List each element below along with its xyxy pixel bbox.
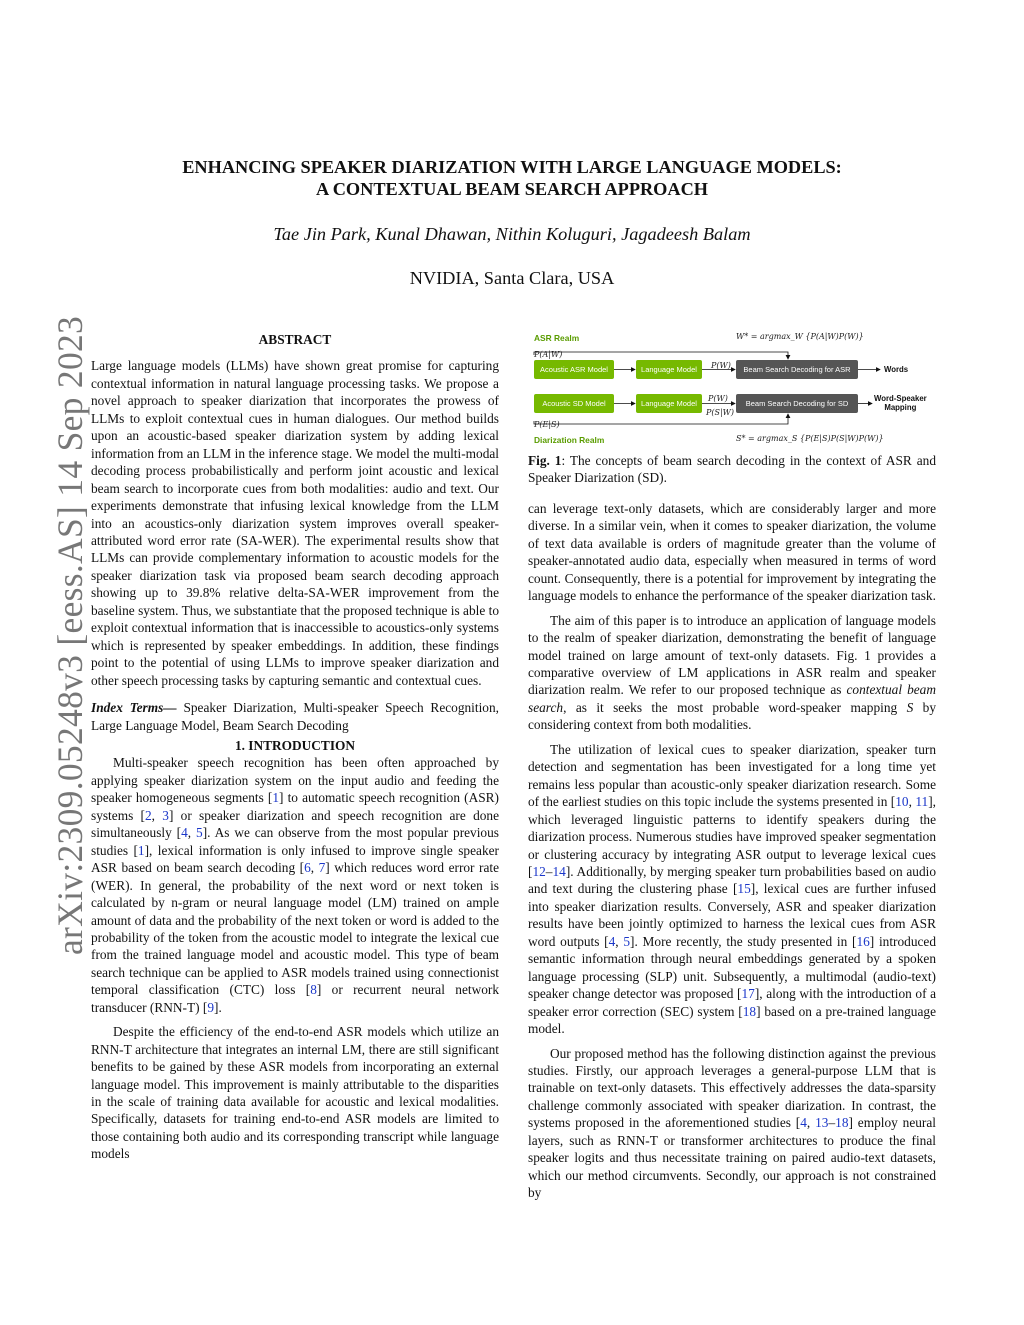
citation-link[interactable]: 10 [895, 794, 909, 810]
caption-text: : The concepts of beam search decoding in the context of ASR and Speaker Diarization (SD). [528, 453, 936, 486]
citation-link[interactable]: 12 [532, 863, 546, 879]
figure-1-caption [528, 452, 936, 487]
title-line-2: A CONTEXTUAL BEAM SEARCH APPROACH [315, 179, 709, 199]
prob-w-label-bottom: P(W) [708, 394, 728, 403]
math-symbol-s: S [906, 699, 914, 715]
intro-paragraph-1 [91, 754, 499, 1016]
paper-title [80, 156, 944, 200]
text-run: ] to automatic speech recognition (ASR) systems [ [91, 790, 499, 823]
author-list: Tae Jin Park, Kunal Dhawan, Nithin Koluguri, Jagadeesh Balam [273, 224, 751, 244]
text-run: , [151, 807, 163, 823]
prob-w-label-top: P(W) [711, 361, 731, 370]
citation-link[interactable]: 2 [144, 807, 152, 823]
intro-heading: 1. INTRODUCTION [234, 737, 356, 753]
citation-link[interactable]: 1 [272, 790, 280, 806]
citation-link[interactable]: 8 [310, 982, 317, 998]
word-speaker-mapping-label [874, 394, 927, 412]
text-run: ], lexical information is only infused to improve single speaker ASR based on beam search decoding [ [91, 842, 499, 876]
citation-link[interactable]: 5 [196, 825, 203, 841]
right-paragraph-1: can leverage text-only datasets, which are considerably larger and more diverse. In a similar vein, when it comes to speaker diarization, the volume of text data available is orders of magnitude greater than the volume of speaker-annotated audio data, especially when measured in terms of word count. Consequently, there is a potential for improvement by integrating the language models to enhance the performance of the speaker diarization task. [528, 500, 936, 604]
citation-link[interactable]: 1 [137, 842, 145, 858]
text-run: The aim of this paper is to introduce an application of language models to the realm of speaker diarization, demonstrating the benefit of language model trained on large amount of text-only datasets. Fig. 1 provides a comparative overview of LM applications in ASR realm and speaker diarization realm. We refer to our proposed technique as [528, 612, 936, 698]
citation-link[interactable]: 6 [304, 860, 311, 876]
citation-link[interactable]: 7 [318, 860, 326, 876]
arxiv-identifier: arXiv:2309.05248v3 [eess.AS] 14 Sep 2023 [50, 315, 90, 955]
text-run: , [310, 860, 319, 876]
text-run: Our proposed method has the following distinction against the previous studies. Firstly, our approach leverages a general-purpose LLM that is trainable on text-only datasets. This effectively addresses the data-sparsity challenge commonly associated with speaker diarization. In contrast, the systems proposed in the aforementioned studies [ [528, 1045, 936, 1131]
citation-link[interactable]: 4 [181, 825, 188, 841]
citation-link[interactable]: 9 [207, 999, 215, 1015]
word-speaker-line-1: Word-Speaker [874, 394, 927, 403]
right-paragraph-2 [528, 612, 936, 734]
text-run: ], lexical cues are further infused into speaker diarization results. Conversely, ASR and speaker diarization results have been jointly optimized to harness the lexical cues from ASR word outputs [ [528, 881, 936, 949]
citation-link[interactable]: 4 [800, 1115, 807, 1131]
text-run: ]. [214, 999, 222, 1015]
diarization-realm-label: Diarization Realm [534, 435, 605, 445]
text-run: , [615, 933, 624, 949]
text-run: by considering context from both modalities. [528, 699, 936, 733]
affiliation: NVIDIA, Santa Clara, USA [409, 268, 615, 288]
equation-argmax-speakers: S* = argmax_S {P(E|S)P(S|W)P(W)} [736, 434, 884, 443]
beam-search-sd-box: Beam Search Decoding for SD [736, 394, 858, 413]
citation-link[interactable]: 4 [608, 933, 616, 949]
citation-link[interactable]: 14 [552, 863, 566, 879]
citation-link[interactable]: 18 [742, 1003, 757, 1019]
text-run: ] or recurrent neural network transducer (RNN-T) [ [91, 982, 500, 1015]
index-terms-label: Index Terms— [91, 700, 177, 716]
asr-realm-label: ASR Realm [534, 333, 580, 343]
index-terms [91, 699, 499, 734]
language-model-box-bottom: Language Model [636, 394, 702, 413]
words-output-label: Words [884, 365, 909, 374]
text-run: – [828, 1115, 836, 1131]
prob-s-given-w-label: P(S|W) [706, 408, 735, 417]
equation-argmax-words: W* = argmax_W {P(A|W)P(W)} [736, 332, 864, 341]
text-run: Multi-speaker speech recognition has been often approached by applying speaker diarization system on the input audio and feeding the speaker homogeneous segments [ [91, 755, 499, 806]
text-run: ], along with the introduction of a speaker error correction (SEC) system [ [528, 986, 937, 1019]
citation-link[interactable]: 13 [815, 1115, 829, 1131]
citation-link[interactable]: 18 [835, 1115, 849, 1131]
text-run: ]. Additionally, by merging speaker turn probabilities based on audio and text during the clustering phase [ [528, 863, 936, 897]
beam-search-asr-box: Beam Search Decoding for ASR [736, 360, 858, 379]
text-run: – [545, 863, 553, 879]
text-run: ] employ neural layers, such as RNN-T or transformer architectures to produce the final speaker logits and thus necessitate training on paired audio-text datasets, which our method circumvents. Secondly, our approach is not constrained by [528, 1115, 937, 1201]
text-run: ]. As we can observe from the most popular previous studies [ [91, 825, 499, 858]
abstract-heading: ABSTRACT [258, 332, 332, 347]
text-run: , [806, 1115, 816, 1131]
citation-link[interactable]: 15 [737, 881, 751, 897]
citation-link[interactable]: 16 [856, 933, 870, 949]
right-paragraph-4 [528, 1045, 936, 1202]
arxiv-sidebar [0, 0, 90, 1325]
figure-1-arrows [528, 324, 936, 446]
language-model-box-top: Language Model [636, 360, 702, 379]
citation-link[interactable]: 5 [623, 933, 631, 949]
text-run: ] based on a pre-trained language model. [528, 1003, 936, 1037]
text-run: ] or speaker diarization and speech recognition are done simultaneously [ [91, 807, 500, 841]
text-run: , as it seeks the most probable word-speaker mapping [563, 699, 907, 715]
text-run: , [908, 794, 916, 810]
title-line-1: ENHANCING SPEAKER DIARIZATION WITH LARGE LANGUAGE MODELS: [182, 157, 842, 177]
prob-a-given-w-label: P(A|W) [534, 350, 563, 359]
text-run: , [187, 825, 197, 841]
caption-label: Fig. 1 [528, 453, 562, 468]
right-paragraph-3 [528, 741, 936, 1038]
index-terms-text: Speaker Diarization, Multi-speaker Speech Recognition, Large Language Model, Beam Search Decoding [91, 700, 499, 733]
acoustic-sd-model-box: Acoustic SD Model [534, 394, 614, 413]
figure-1-diagram [528, 324, 936, 446]
text-run: ]. More recently, the study presented in [ [630, 933, 857, 949]
emphasis-contextual-beam-search: contextual beam search [528, 682, 936, 715]
abstract-text: Large language models (LLMs) have shown great promise for capturing contextual information in natural language processing tasks. We propose a novel approach to speaker diarization that incorporates the prowess of LLMs to exploit contextual cues in human dialogues. Our method builds upon an acoustic-based speaker diarization system by adding lexical information from an LLM in the inference stage. We model the multi-modal decoding process probabilistically and perform joint acoustic and lexical beam search to incorporate cues from both modalities: audio and text. Our experiments demonstrate that infusing lexical knowledge from the LLM into an acoustics-only diarization system improves overall speaker-attributed word error rate (SA-WER). The experimental results show that LLMs can provide complementary information to acoustic models for the speaker diarization task via proposed beam search decoding approach showing up to 39.8% relative delta-SA-WER improvement from the baseline system. Thus, we substantiate that the proposed technique is able to exploit contextual information that is inaccessible to acoustics-only systems which is represented by speaker embeddings. In addition, these findings point to the potential of using LLMs to improve speaker diarization and other speech processing tasks by capturing semantic and contextual cues. [91, 358, 499, 688]
intro-paragraph-2: Despite the efficiency of the end-to-end ASR models which utilize an RNN-T architecture that integrates an internal LM, there are still significant benefits to be gained by these ASR models from incorporating an external language model. This improvement is mainly attributable to the disparities in the scale of training data available for acoustic and lexical modalities. Specifically, datasets for training end-to-end ASR models are limited to those containing both audio and its corresponding transcript while language models [91, 1024, 499, 1162]
citation-link[interactable]: 3 [162, 807, 169, 823]
text-run: ] which reduces word error rate (WER). In general, the probability of the next word or next token is calculated by n-gram or neural language model (LM) trained on ample amount of data and the probability of the next token or word is added to the probability of the token from the acoustic model to integrate the lexical cue from the trained language model and acoustic model. This type of beam search technique can be applied to ASR models trained using connectionist temporal classification (CTC) loss [ [91, 860, 500, 998]
prob-e-given-s-label: P(E|S) [534, 420, 560, 429]
text-run: The utilization of lexical cues to speaker diarization, speaker turn detection and segmentation has been investigated for a long time yet remains less popular than acoustic-only speaker diarization research. Some of the earliest studies on this topic include the systems presented in [ [528, 741, 936, 810]
left-column [91, 331, 499, 1163]
word-speaker-line-2: Mapping [884, 403, 917, 412]
citation-link[interactable]: 17 [741, 986, 755, 1002]
acoustic-asr-model-box: Acoustic ASR Model [534, 360, 614, 379]
text-run: ], which leveraged linguistic patterns to identify speakers during the diarization process. Numerous studies have improved speaker segmentation or clustering accuracy by integrating ASR output to leverage lexical cues [ [528, 794, 936, 879]
right-column [528, 324, 936, 1202]
citation-link[interactable]: 11 [915, 794, 929, 810]
text-run: ] introduced semantic information through neural embeddings generated by a spoken language processing (SLP) unit. Subsequently, a multimodal (audio-text) speaker change detector was proposed [ [528, 933, 937, 1002]
